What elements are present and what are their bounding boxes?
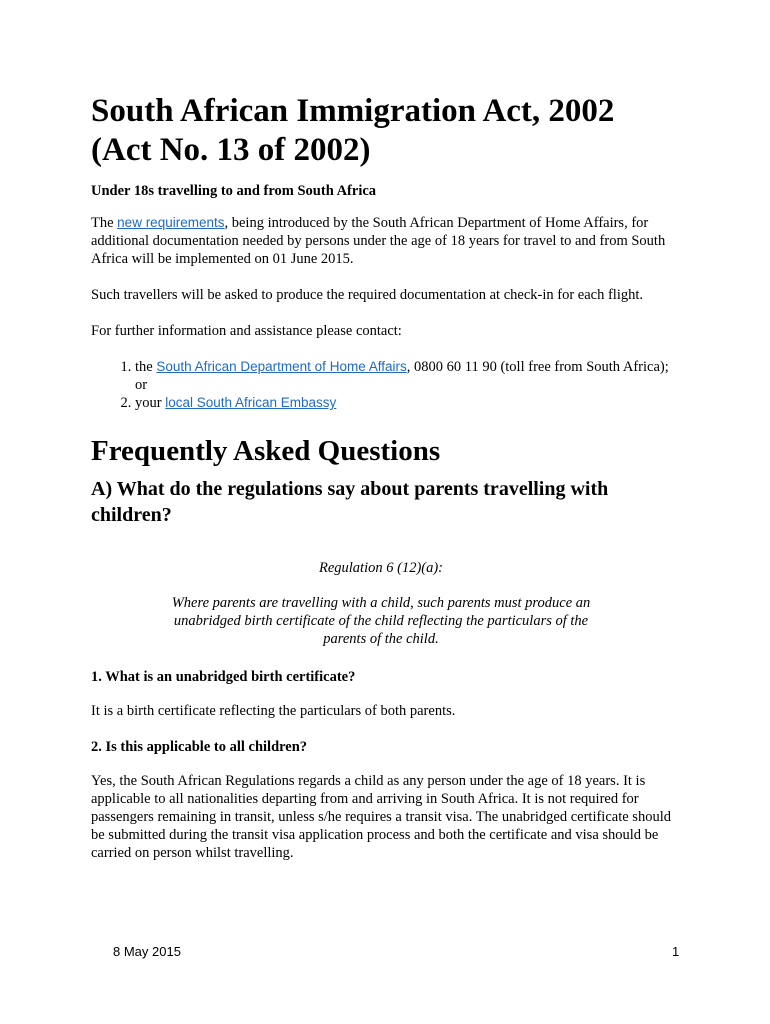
home-affairs-link[interactable]: South African Department of Home Affairs — [156, 359, 407, 374]
contact-paragraph: For further information and assistance please contact: — [91, 323, 402, 339]
travellers-paragraph: Such travellers will be asked to produce the required documentation at check-in for each flight. — [91, 287, 644, 303]
list-item — [135, 394, 671, 412]
question-2: 2. Is this applicable to all children? — [91, 739, 308, 755]
new-requirements-link[interactable]: new requirements — [117, 215, 225, 230]
page-title: South African Immigration Act, 2002 (Act No. 13 of 2002) — [91, 93, 615, 168]
list-item — [135, 358, 671, 394]
intro-text-after: , being introduced by the South African Department of Home Affairs, for additional documentation needed by persons under the age of 18 years for travel to and from South Africa will be implemented on 01 June 2015. — [91, 215, 666, 267]
footer-date: 8 May 2015 — [113, 944, 181, 959]
intro-text-before: The — [91, 215, 118, 231]
section-a-heading: A) What do the regulations say about parents travelling with children? — [91, 478, 609, 526]
regulation-heading: Regulation 6 (12)(a): — [318, 560, 444, 576]
contact-text-after: , 0800 60 11 90 (toll free from South Africa); or — [135, 359, 669, 393]
contacts-list — [91, 358, 671, 412]
page-number: 1 — [672, 944, 680, 959]
question-1: 1. What is an unabridged birth certificate? — [91, 669, 356, 685]
document-body — [91, 92, 671, 862]
contact-text-before: the — [135, 359, 157, 375]
regulation-text: Where parents are travelling with a child, such parents must produce an unabridged birth certificate of the child reflecting the particulars of the parents of the child. — [171, 595, 591, 647]
subtitle: Under 18s travelling to and from South Africa — [91, 183, 377, 199]
answer-1: It is a birth certificate reflecting the particulars of both parents. — [91, 703, 456, 719]
answer-2: Yes, the South African Regulations regards a child as any person under the age of 18 years. It is applicable to all nationalities departing from and arriving in South Africa. It is not required for passengers remaining in transit, unless s/he requires a transit visa. The unabridged certificate should be submitted during the transit visa application process and both the certificate and visa should be carried on person whilst travelling. — [91, 773, 671, 861]
intro-paragraph — [91, 214, 671, 268]
faq-heading: Frequently Asked Questions — [91, 435, 441, 467]
contact-text-before: your — [135, 395, 166, 411]
embassy-link[interactable]: local South African Embassy — [165, 395, 337, 410]
